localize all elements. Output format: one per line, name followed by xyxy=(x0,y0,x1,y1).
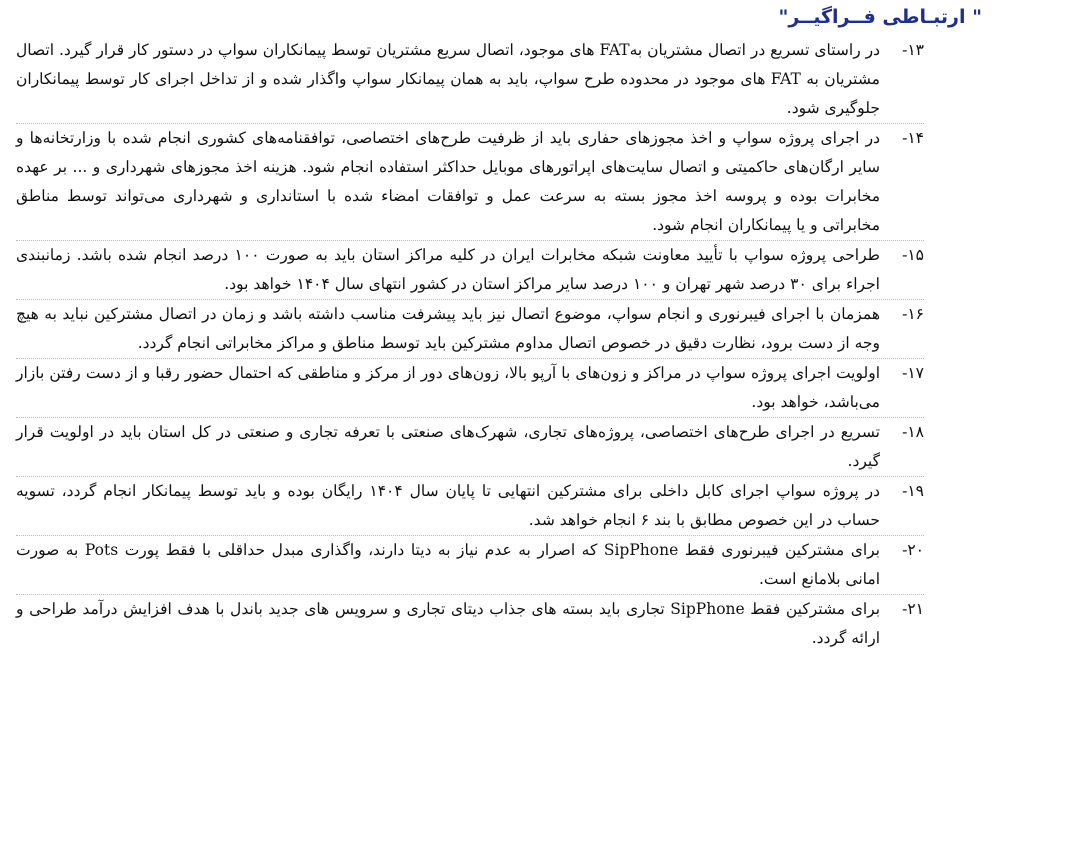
item-text: در اجرای پروژه سواپ و اخذ مجوزهای حفاری باید از ظرفیت طرح‌های اختصاصی، توافقنامه‌های کشوری انجام شده با وزارتخانه‌ها و سایر ارگان‌های حاکمیتی و اتصال سایت‌های اپراتورهای موبایل حداکثر استفاده انجام شود. هزینه اخذ مجوزهای شهرداری و ... بر عهده مخابرات بوده و پروسه اخذ مجوز بسته به سرعت عمل و توافقات امضاء شده با استانداری و شهرداری می‌تواند توسط مناطق مخابراتی و یا پیمانکاران انجام شود. xyxy=(16,129,880,234)
numbered-list xyxy=(16,36,924,653)
item-number: ۱۹- xyxy=(902,482,924,500)
list-item xyxy=(16,36,924,123)
item-text: طراحی پروژه سواپ با تأیید معاونت شبکه مخابرات ایران در کلیه مراکز استان باید به صورت ۱۰۰ درصد انجام شده باشد. زمانبندی اجراء برای ۳۰ درصد شهر تهران و ۱۰۰ درصد سایر مراکز استان در کشور انتهای سال ۱۴۰۴ خواهد بود. xyxy=(16,246,881,293)
item-text: تسریع در اجرای طرح‌های اختصاصی، پروژه‌های تجاری، شهرک‌های صنعتی با تعرفه تجاری و صنعتی در کل استان باید در اولویت قرار گیرد. xyxy=(16,423,880,470)
item-number: ۱۵- xyxy=(902,246,924,264)
item-number: ۲۰- xyxy=(902,541,924,559)
item-number: ۱۷- xyxy=(902,364,924,382)
list-item xyxy=(16,299,924,358)
item-text: در راستای تسریع در اتصال مشتریان بهFAT های موجود، اتصال سریع مشتریان توسط پیمانکاران سواپ در دستور کار قرار گیرد. اتصال مشتریان به FAT های موجود در محدوده طرح سواپ، باید به همان پیمانکار سواپ واگذار شده و از تداخل اجرای کار توسط پیمانکاران جلوگیری شود. xyxy=(16,41,880,117)
item-number: ۲۱- xyxy=(902,600,924,618)
list-item xyxy=(16,417,924,476)
item-text: برای مشترکین فیبرنوری فقط SipPhone که اصرار به عدم نیاز به دیتا دارند، واگذاری مبدل حداقلی با فقط پورت Pots به صورت امانی بلامانع است. xyxy=(16,541,880,588)
list-item xyxy=(16,535,924,594)
item-number: ۱۳- xyxy=(902,41,924,59)
list-item xyxy=(16,123,924,240)
list-item xyxy=(16,594,924,653)
item-text: برای مشترکین فقط SipPhone تجاری باید بسته های جذاب دیتای تجاری و سرویس های جدید باندل با هدف افزایش درآمد طراحی و ارائه گردد. xyxy=(16,600,881,647)
section-header: " ارتبـاطی فــراگیــر" xyxy=(778,6,982,28)
list-item xyxy=(16,358,924,417)
item-text: در پروژه سواپ اجرای کابل داخلی برای مشترکین انتهایی تا پایان سال ۱۴۰۴ رایگان بوده و باید توسط پیمانکار انجام گردد، تسویه حساب در این خصوص مطابق با بند ۶ انجام خواهد شد. xyxy=(16,482,880,529)
list-item xyxy=(16,240,924,299)
item-number: ۱۶- xyxy=(902,305,924,323)
list-item xyxy=(16,476,924,535)
item-number: ۱۴- xyxy=(902,129,924,147)
item-number: ۱۸- xyxy=(902,423,924,441)
item-text: همزمان با اجرای فیبرنوری و انجام سواپ، موضوع اتصال نیز باید پیشرفت مناسب داشته باشد و زمان در اتصال مشترکین نباید به هیچ وجه از دست برود، نظارت دقیق در خصوص اتصال مداوم مشترکین باید توسط مناطق و مراکز مخابراتی انجام گردد. xyxy=(16,305,880,352)
item-text: اولویت اجرای پروژه سواپ در مراکز و زون‌های با آرپو بالا، زون‌های دور از مرکز و مناطقی که احتمال حضور رقبا و از دست رفتن بازار می‌باشد، خواهد بود. xyxy=(16,364,880,411)
